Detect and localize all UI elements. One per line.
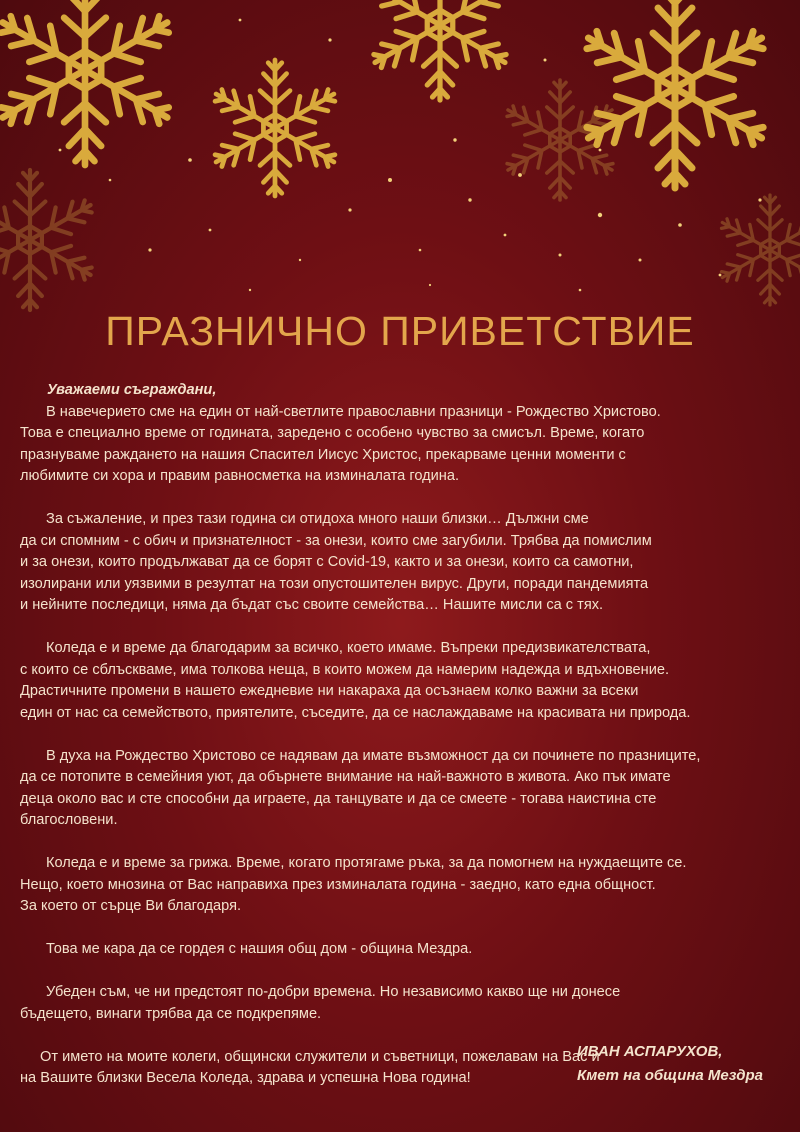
paragraph: Убеден съм, че ни предстоят по-добри времена. Но независимо какво ще ни донесе бъдещето, винаги трябва да се подкрепяме. — [20, 984, 621, 1022]
snowflake-icon — [209, 60, 342, 196]
snowflake-icon — [367, 0, 513, 100]
paragraph: Коледа е и време да благодарим за всичко, което имаме. Въпреки предизвикателствата, с които се сблъскваме, има толкова неща, в които можем да намерим надежда и вдъхновение. Драстичните промени в нашето ежедневие ни накараха да осъзнаем колко важни за всеки един от нас са семейството, приятелите, съседите, да се наслаждаваме на красивата ни природа. — [20, 640, 691, 721]
greeting: Уважаеми съграждани, — [47, 382, 217, 398]
snowflake-decoration — [0, 0, 800, 320]
snowflake-icon — [0, 0, 178, 165]
paragraph: В навечерието сме на един от най-светлите православни празници - Рождество Христово. Това е специално време от годината, заредено с особено чувство за смисъл. Време, когато празнуваме раждането на нашия Спасител Иисус Христос, прекарваме ценни моменти с любимите си хора и правим равносметка на изминалата година. — [20, 403, 661, 484]
signature-role: Кмет на община Мездра — [576, 1067, 763, 1084]
paragraph: Това ме кара да се гордея с нашия общ дом - община Мездра. — [46, 941, 473, 957]
snowflake-icon — [0, 170, 98, 310]
paragraph: От името на моите колеги, общински служители и съветници, пожелавам на Вас и на Вашите близки Весела Коледа, здрава и успешна Нова година! — [20, 1048, 600, 1086]
signature-name: ИВАН АСПАРУХОВ, — [576, 1043, 723, 1060]
paragraph: В духа на Рождество Христово се надявам да имате възможност да си починете по празниците, да се потопите в семейния уют, да обърнете внимание на най-важното в живота. Ако пък имате деца около вас и сте способни да играете, да танцувате и да се смеете - тогава наистина сте благословени. — [20, 747, 701, 828]
snowflake-icon — [716, 195, 800, 305]
signature — [577, 1040, 763, 1088]
page-title: ПРАЗНИЧНО ПРИВЕТСТВИЕ — [105, 308, 695, 354]
letter-body — [20, 380, 790, 1111]
paragraph: Коледа е и време за грижа. Време, когато протягаме ръка, за да помогнем на нуждаещите се. Нещо, което мнозина от Вас направиха през изминалата година - заедно, като една общност. За което от сърце Ви благодаря. — [20, 855, 687, 914]
paragraph: За съжаление, и през тази година си отидоха много наши близки… Дължни сме да си спомним - с обич и признателност - за онези, които сме загубили. Трябва да помислим и за онези, които продължават да се борят с Covid-19, както и за онези, които са самотни, изолирани или уязвими в резултат на този опустошителен вирус. Други, поради пандемията и нейните последици, няма да бъдат със своите семейства… Нашите мисли са с тях. — [20, 511, 652, 613]
snowflake-icon — [577, 0, 772, 188]
